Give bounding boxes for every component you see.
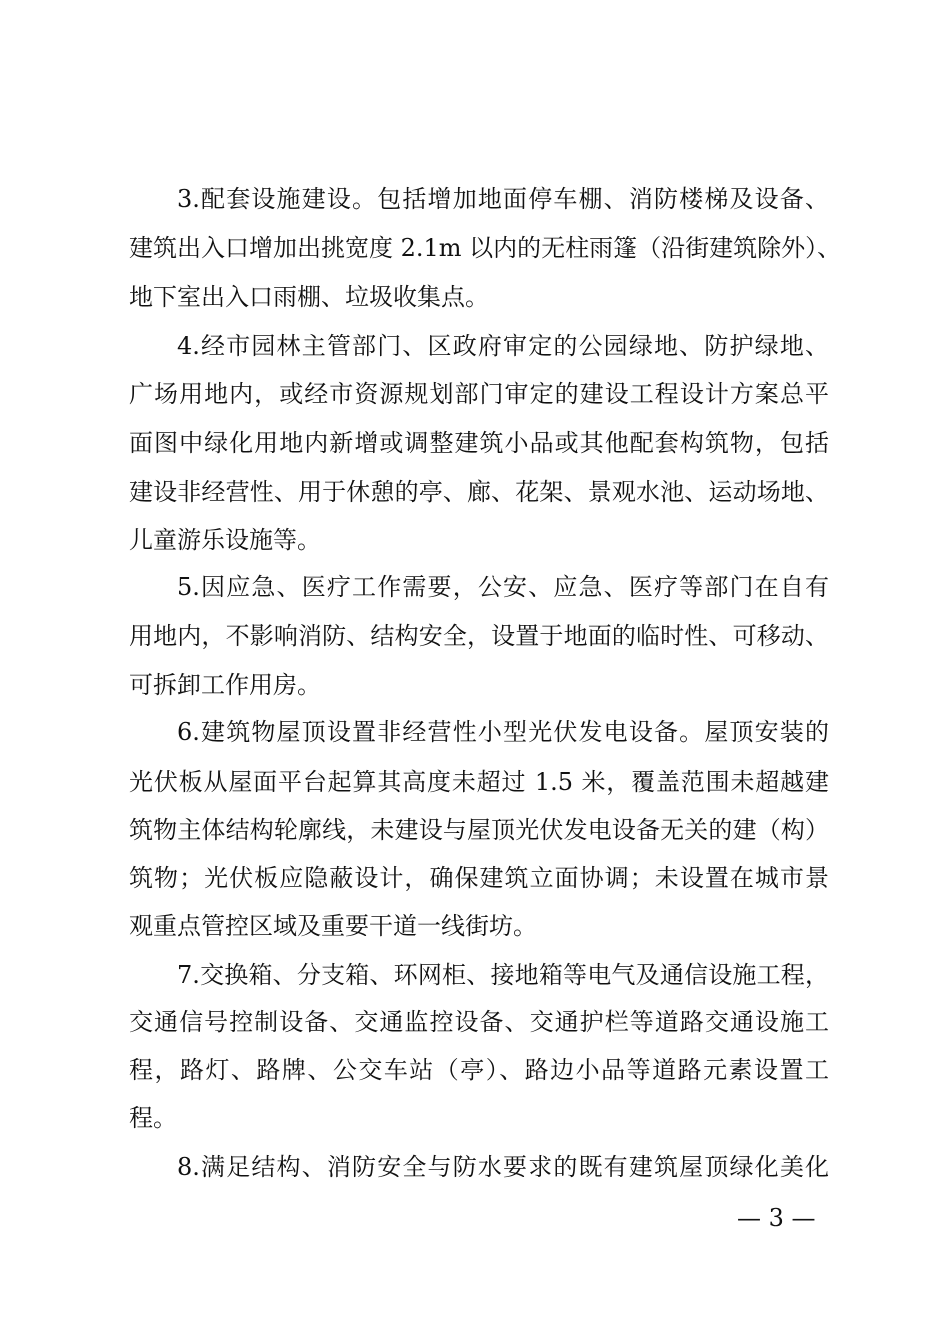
text-line: 程。 [129,1104,177,1132]
text-line: 筑物主体结构轮廓线，未建设与屋顶光伏发电设备无关的建（构） [129,816,829,844]
text-line: 6.建筑物屋顶设置非经营性小型光伏发电设备。屋顶安装的 [177,718,829,746]
text-line: 8.满足结构、消防安全与防水要求的既有建筑屋顶绿化美化 [177,1153,829,1181]
page-number: — 3 — [737,1204,816,1232]
text-line: 可拆卸工作用房。 [129,671,321,699]
text-line: 筑物；光伏板应隐蔽设计，确保建筑立面协调；未设置在城市景 [129,864,829,892]
text-line: 7.交换箱、分支箱、环网柜、接地箱等电气及通信设施工程， [177,961,829,989]
text-line: 建筑出入口增加出挑宽度 2.1m 以内的无柱雨篷（沿街建筑除外）、 [129,234,842,262]
text-line: 建设非经营性、用于休憩的亭、廊、花架、景观水池、运动场地、 [129,478,829,506]
text-line: 地下室出入口雨棚、垃圾收集点。 [129,283,489,311]
text-line: 用地内，不影响消防、结构安全，设置于地面的临时性、可移动、 [129,622,829,650]
text-line: 交通信号控制设备、交通监控设备、交通护栏等道路交通设施工 [129,1008,829,1036]
text-line: 3.配套设施建设。包括增加地面停车棚、消防楼梯及设备、 [177,185,829,213]
text-line: 面图中绿化用地内新增或调整建筑小品或其他配套构筑物，包括 [129,429,829,457]
text-line: 5.因应急、医疗工作需要，公安、应急、医疗等部门在自有 [177,573,829,601]
text-line: 观重点管控区域及重要干道一线街坊。 [129,912,537,940]
text-line: 广场用地内，或经市资源规划部门审定的建设工程设计方案总平 [129,380,829,408]
text-line: 儿童游乐设施等。 [129,526,321,554]
text-line: 光伏板从屋面平台起算其高度未超过 1.5 米，覆盖范围未超越建 [129,768,829,796]
text-line: 4.经市园林主管部门、区政府审定的公园绿地、防护绿地、 [177,332,829,360]
text-line: 程，路灯、路牌、公交车站（亭）、路边小品等道路元素设置工 [129,1056,829,1084]
